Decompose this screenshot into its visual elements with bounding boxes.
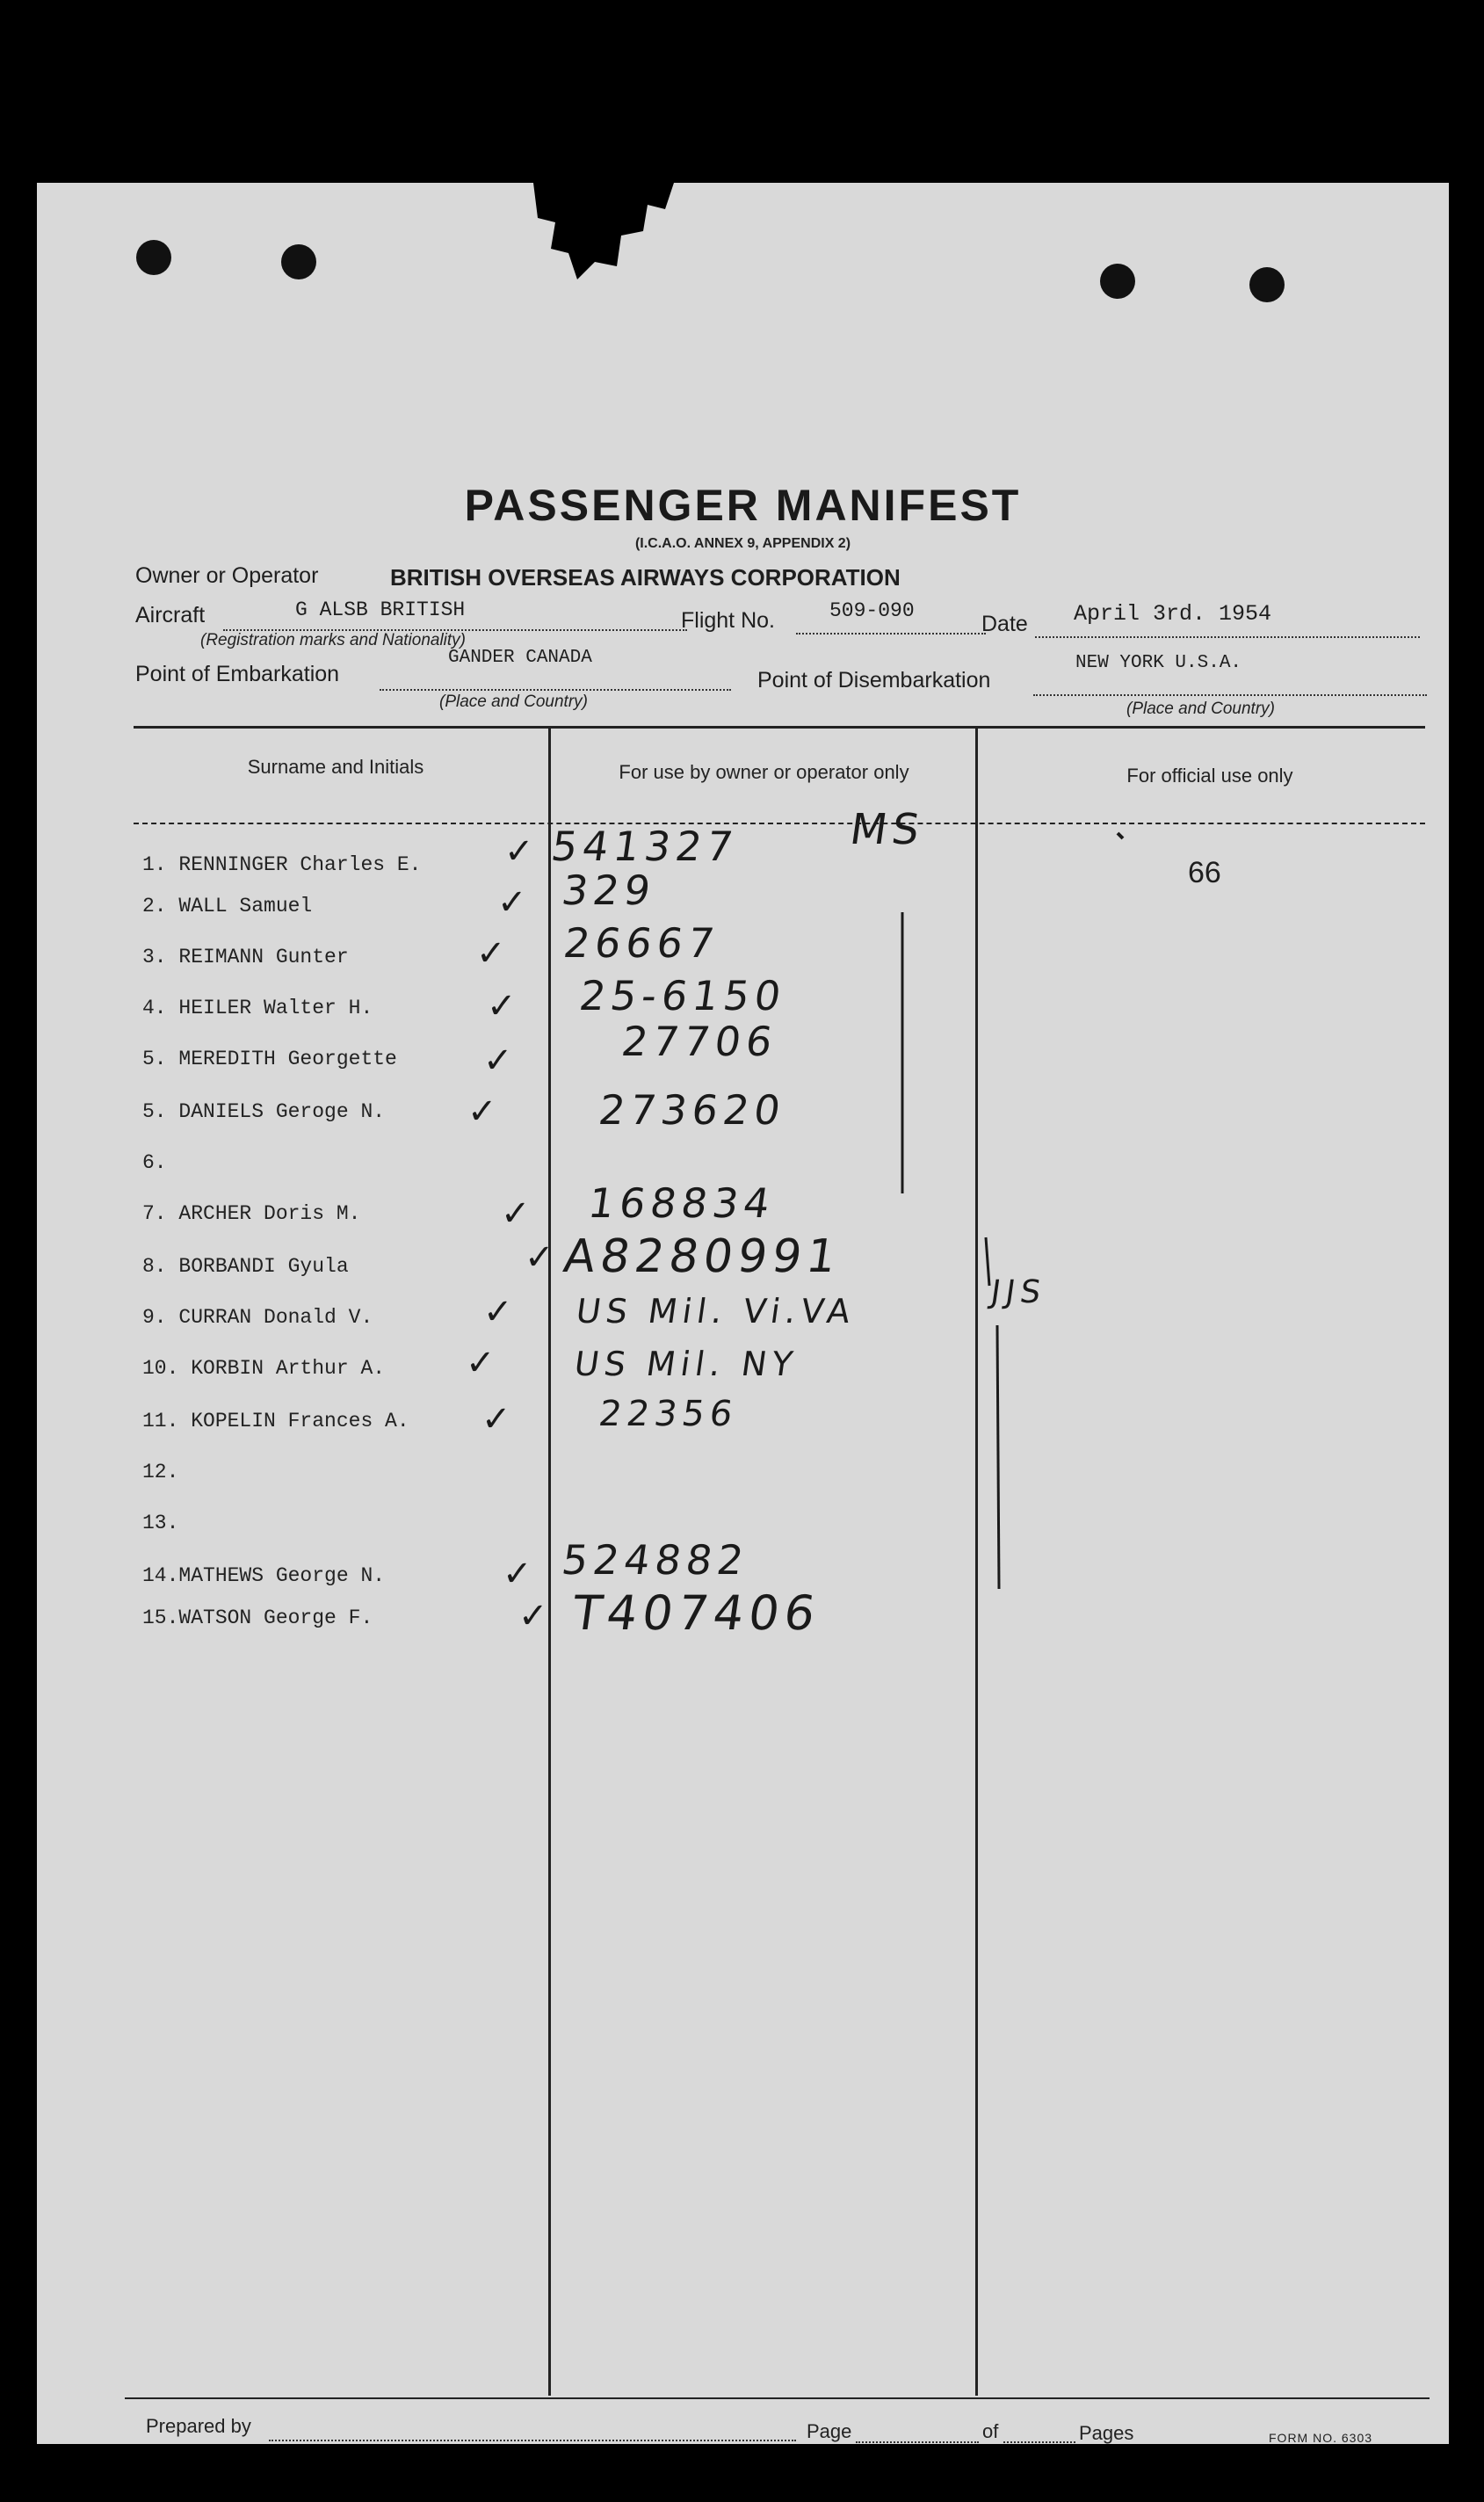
handwritten-note: 524882 — [559, 1536, 752, 1584]
handwritten-initials: JJS — [988, 1274, 1048, 1310]
check-mark-icon: ✓ — [525, 1237, 554, 1278]
flight-value: 509-090 — [829, 599, 915, 622]
check-mark-icon: ✓ — [503, 1554, 532, 1594]
handwritten-note: 25-6150 — [576, 972, 789, 1019]
passenger-row: 6. — [142, 1151, 167, 1174]
disembarkation-label: Point of Disembarkation — [757, 668, 991, 693]
handwritten-note: US Mil. Vi.VA — [573, 1292, 858, 1331]
passenger-row: 14.MATHEWS George N. — [142, 1564, 386, 1587]
handwritten-note: 541327 — [548, 823, 742, 870]
handwritten-note: 273620 — [596, 1086, 789, 1134]
passenger-row: 2. WALL Samuel — [142, 895, 313, 917]
prepared-by-label: Prepared by — [146, 2415, 251, 2437]
owner-label: Owner or Operator — [135, 563, 319, 588]
handwritten-note: 168834 — [585, 1179, 778, 1227]
handwritten-note: A8280991 — [560, 1230, 845, 1283]
aircraft-value: G ALSB BRITISH — [295, 598, 466, 621]
aircraft-caption: (Registration marks and Nationality) — [200, 631, 467, 649]
disembarkation-value: NEW YORK U.S.A. — [1075, 653, 1242, 673]
handwritten-initials: MS — [847, 805, 928, 854]
page-label: Page — [807, 2420, 852, 2442]
embarkation-label: Point of Embarkation — [135, 662, 340, 686]
check-mark-icon: ✓ — [487, 986, 517, 1026]
check-mark-icon: ✓ — [476, 933, 506, 974]
check-mark-icon: ✓ — [504, 831, 534, 872]
check-mark-icon: ✓ — [467, 1091, 497, 1132]
handwritten-note: US Mil. NY — [571, 1345, 800, 1383]
handwritten-note: 26667 — [561, 919, 723, 967]
handwritten-note: 329 — [559, 867, 659, 914]
check-mark-icon: ✓ — [466, 1343, 496, 1383]
check-mark-icon: ✓ — [481, 1399, 511, 1440]
prepared-by-dotted-line — [269, 2440, 796, 2441]
check-mark-icon: ✓ — [501, 1193, 531, 1234]
passenger-row: 13. — [142, 1512, 179, 1534]
embarkation-value: GANDER CANADA — [448, 648, 592, 668]
embarkation-caption: (Place and Country) — [439, 693, 588, 711]
flight-label: Flight No. — [681, 608, 775, 633]
form-number: FORM NO. 6303 — [1269, 2431, 1373, 2445]
page-dotted-line — [856, 2441, 979, 2443]
footer-rule — [125, 2397, 1430, 2399]
passenger-row: 5. MEREDITH Georgette — [142, 1048, 397, 1070]
of-label: of — [982, 2420, 999, 2442]
passenger-row: 9. CURRAN Donald V. — [142, 1306, 373, 1329]
handwritten-bracket-lines — [37, 183, 1449, 2444]
passenger-row: 4. HEILER Walter H. — [142, 997, 373, 1019]
passenger-row: 12. — [142, 1461, 179, 1483]
passenger-row: 5. DANIELS Geroge N. — [142, 1100, 386, 1123]
check-mark-icon: ✓ — [497, 882, 527, 923]
official-note: 66 — [1188, 856, 1221, 889]
page-title: PASSENGER MANIFEST — [464, 481, 1022, 530]
page-subtitle: (I.C.A.O. ANNEX 9, APPENDIX 2) — [634, 536, 851, 551]
aircraft-label: Aircraft — [135, 603, 206, 627]
check-mark-icon: ✓ — [483, 1292, 513, 1332]
passenger-row: 7. ARCHER Doris M. — [142, 1202, 361, 1225]
passenger-row: 8. BORBANDI Gyula — [142, 1255, 349, 1278]
passenger-row: 1. RENNINGER Charles E. — [142, 853, 422, 876]
handwritten-note: 22356 — [596, 1394, 741, 1434]
check-mark-icon: ✓ — [483, 1041, 513, 1081]
handwritten-note: T407406 — [568, 1585, 824, 1641]
disembarkation-caption: (Place and Country) — [1126, 700, 1275, 718]
of-dotted-line — [1003, 2441, 1075, 2443]
passenger-row: 11. KOPELIN Frances A. — [142, 1410, 409, 1432]
passenger-row: 15.WATSON George F. — [142, 1606, 373, 1629]
check-mark-icon: ✓ — [518, 1596, 548, 1636]
handwritten-note: 27706 — [619, 1018, 781, 1065]
date-value: April 3rd. 1954 — [1074, 601, 1272, 627]
manifest-page — [37, 183, 1449, 2444]
pages-label: Pages — [1079, 2422, 1134, 2444]
date-label: Date — [981, 612, 1028, 636]
column-header-surname: Surname and Initials — [247, 756, 424, 778]
column-header-owner-use: For use by owner or operator only — [619, 761, 909, 783]
passenger-row: 3. REIMANN Gunter — [142, 946, 349, 968]
passenger-row: 10. KORBIN Arthur A. — [142, 1357, 386, 1380]
column-header-official-use: For official use only — [1126, 765, 1293, 787]
owner-value: BRITISH OVERSEAS AIRWAYS CORPORATION — [390, 564, 901, 591]
